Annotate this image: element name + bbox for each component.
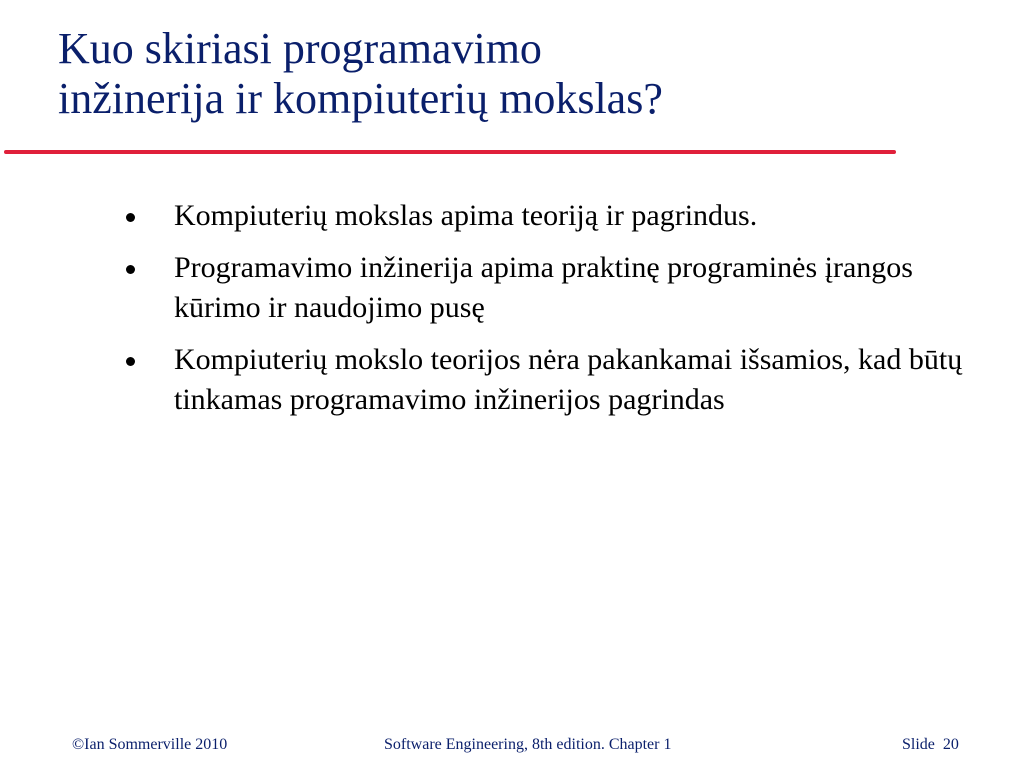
footer-copyright: ©Ian Sommerville 2010 xyxy=(72,736,228,753)
footer-slide-indicator xyxy=(902,735,959,755)
bullet-text: Kompiuterių mokslo teorijos nėra pakankamai išsamios, kad būtų tinkamas programavimo inžinerijos pagrindas xyxy=(174,343,963,416)
bullet-text: Kompiuterių mokslas apima teoriją ir pagrindus. xyxy=(174,199,758,232)
bullet-dot-icon xyxy=(126,213,135,222)
bullet-item xyxy=(120,340,980,420)
bullet-dot-icon xyxy=(126,357,135,366)
slide-number: 20 xyxy=(942,736,959,753)
slide-title-line-1: Kuo skiriasi programavimo xyxy=(58,24,542,73)
footer-book-title: Software Engineering, 8th edition. Chapter 1 xyxy=(384,736,672,753)
slide-label: Slide xyxy=(902,736,935,753)
slide-title-line-2: inžinerija ir kompiuterių mokslas? xyxy=(58,74,663,123)
bullet-dot-icon xyxy=(126,265,135,274)
bullet-item xyxy=(120,248,980,328)
bullet-text: Programavimo inžinerija apima praktinę programinės įrangos kūrimo ir naudojimo pusę xyxy=(174,251,913,324)
title-underline-rule xyxy=(4,150,896,154)
bullet-item xyxy=(120,196,980,236)
bullet-list xyxy=(120,196,980,432)
slide-title xyxy=(58,24,958,124)
